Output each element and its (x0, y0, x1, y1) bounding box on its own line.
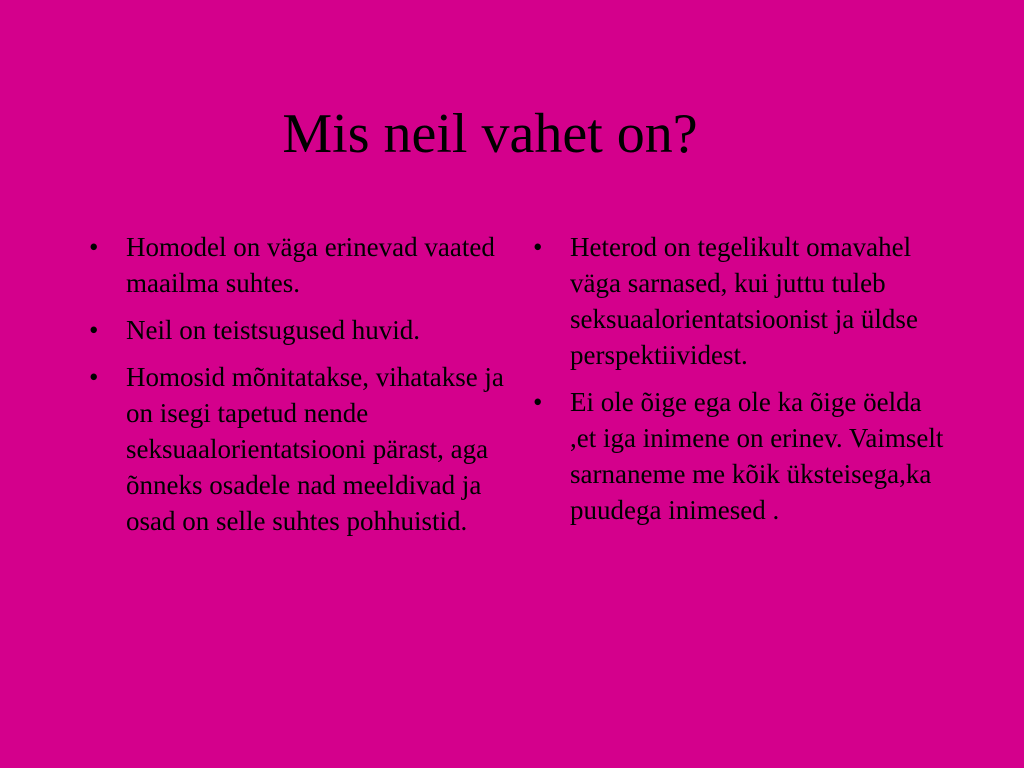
bullet-text: Neil on teistsugused huvid. (126, 315, 420, 345)
bullet-text: Homodel on väga erinevad vaated maailma suhtes. (126, 232, 495, 298)
right-bullet-list (528, 229, 948, 539)
bullet-text: Ei ole õige ega ole ka õige öelda ,et iga inimene on erinev. Vaimselt sarnaneme me kõik üksteisega,ka puudega inimesed . (570, 387, 944, 525)
list-item (84, 312, 504, 348)
list-item (528, 229, 948, 373)
list-item (528, 384, 948, 528)
bullet-icon: • (533, 387, 543, 417)
bullet-icon: • (89, 315, 99, 345)
bullet-text: Homosid mõnitatakse, vihatakse ja on isegi tapetud nende seksuaalorientatsiooni pärast, aga õnneks osadele nad meeldivad ja osad on selle suhtes pohhuistid. (126, 362, 504, 536)
slide-title: Mis neil vahet on? (282, 103, 698, 165)
list-item (84, 229, 504, 301)
bullet-icon: • (533, 232, 543, 262)
list-item (84, 359, 504, 539)
bullet-icon: • (89, 232, 99, 262)
left-bullet-list (84, 229, 504, 550)
bullet-icon: • (89, 362, 99, 392)
bullet-text: Heterod on tegelikult omavahel väga sarnased, kui juttu tuleb seksuaalorientatsioonist ja üldse perspektiividest. (570, 232, 918, 370)
